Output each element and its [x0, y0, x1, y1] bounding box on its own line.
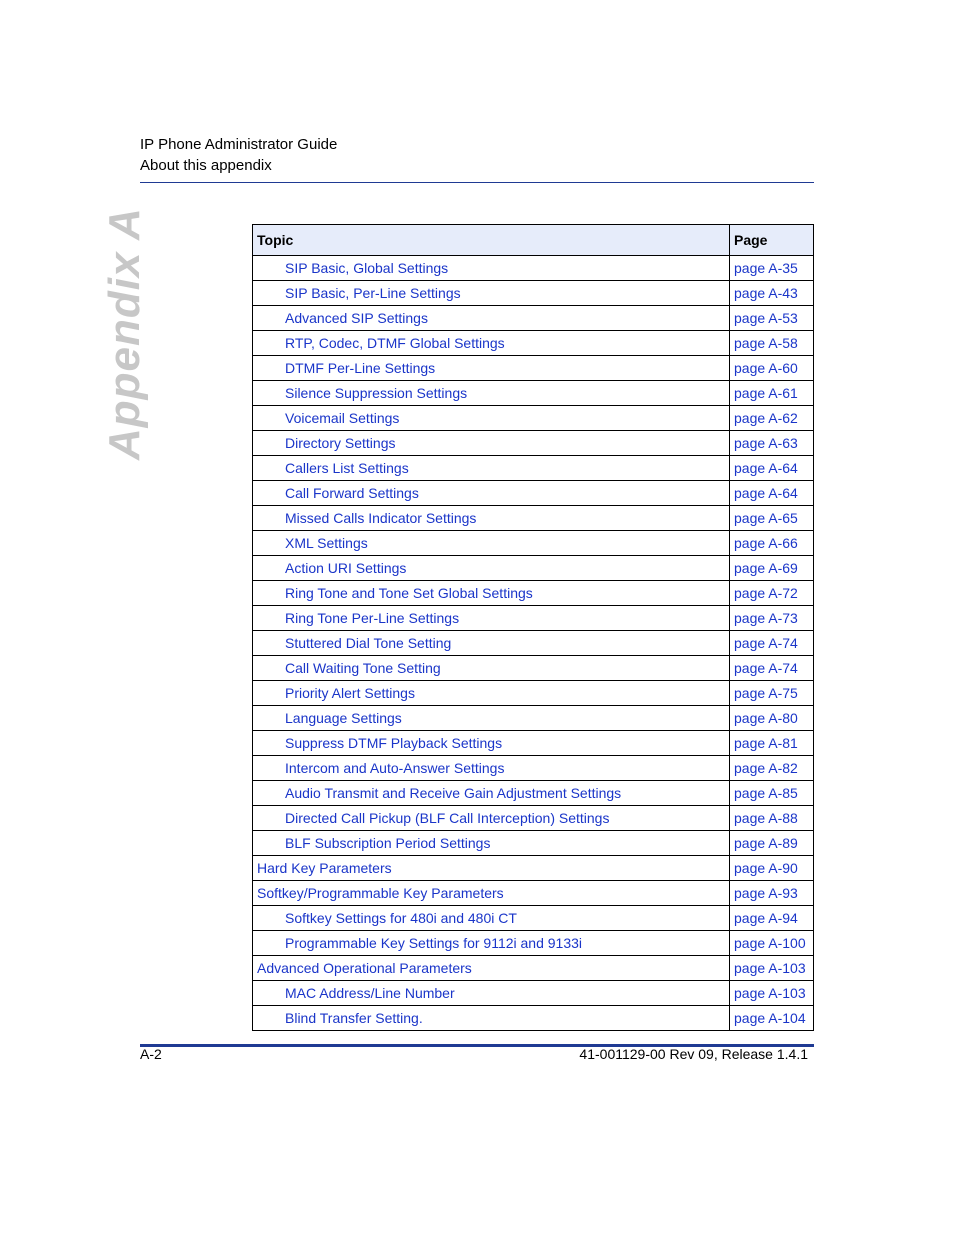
- page-cell: [730, 256, 814, 281]
- topic-link[interactable]: SIP Basic, Per-Line Settings: [285, 285, 461, 301]
- topic-link[interactable]: Programmable Key Settings for 9112i and 9133i: [285, 935, 583, 951]
- topic-cell: [253, 581, 730, 606]
- page-cell: [730, 831, 814, 856]
- page-link[interactable]: page A-53: [734, 310, 798, 326]
- table-header-row: [253, 225, 814, 256]
- topic-link[interactable]: MAC Address/Line Number: [285, 985, 455, 1001]
- page-cell: [730, 781, 814, 806]
- table-row: [253, 931, 814, 956]
- table-row: [253, 456, 814, 481]
- page-link[interactable]: page A-100: [734, 935, 806, 951]
- topic-cell: [253, 281, 730, 306]
- topic-cell: [253, 781, 730, 806]
- topics-table: [252, 224, 814, 1031]
- topic-link[interactable]: DTMF Per-Line Settings: [285, 360, 436, 376]
- table-row: [253, 506, 814, 531]
- page-cell: [730, 631, 814, 656]
- topic-link[interactable]: Audio Transmit and Receive Gain Adjustment Settings: [285, 785, 622, 801]
- page-cell: [730, 531, 814, 556]
- topic-link[interactable]: Ring Tone and Tone Set Global Settings: [285, 585, 533, 601]
- table-row: [253, 806, 814, 831]
- column-header-page: Page: [730, 225, 814, 256]
- topic-link[interactable]: Suppress DTMF Playback Settings: [285, 735, 503, 751]
- topic-cell: [253, 506, 730, 531]
- page-link[interactable]: page A-66: [734, 535, 798, 551]
- topic-link[interactable]: Call Forward Settings: [285, 485, 419, 501]
- topic-link[interactable]: Softkey Settings for 480i and 480i CT: [285, 910, 517, 926]
- topic-cell: [253, 806, 730, 831]
- page-link[interactable]: page A-65: [734, 510, 798, 526]
- topic-cell: [253, 981, 730, 1006]
- footer-doc-id: 41-001129-00 Rev 09, Release 1.4.1: [579, 1046, 808, 1062]
- topic-link[interactable]: Priority Alert Settings: [285, 685, 415, 701]
- page-link[interactable]: page A-75: [734, 685, 798, 701]
- topic-cell: [253, 456, 730, 481]
- topic-link[interactable]: Stuttered Dial Tone Setting: [285, 635, 452, 651]
- table-row: [253, 581, 814, 606]
- page-link[interactable]: page A-85: [734, 785, 798, 801]
- topic-cell: [253, 556, 730, 581]
- page-link[interactable]: page A-74: [734, 660, 798, 676]
- page-cell: [730, 306, 814, 331]
- table-row: [253, 306, 814, 331]
- topic-cell: [253, 906, 730, 931]
- page-link[interactable]: page A-61: [734, 385, 798, 401]
- topic-cell: [253, 356, 730, 381]
- topic-cell: [253, 1006, 730, 1031]
- section-title: About this appendix: [140, 157, 272, 174]
- page-cell: [730, 681, 814, 706]
- topic-link[interactable]: SIP Basic, Global Settings: [285, 260, 449, 276]
- page-link[interactable]: page A-74: [734, 635, 798, 651]
- appendix-side-title: Appendix A: [100, 207, 149, 460]
- header-rule: [140, 182, 814, 183]
- topic-cell: [253, 431, 730, 456]
- page-link[interactable]: page A-72: [734, 585, 798, 601]
- page-link[interactable]: page A-80: [734, 710, 798, 726]
- topic-cell: [253, 606, 730, 631]
- table-row: [253, 906, 814, 931]
- page-cell: [730, 881, 814, 906]
- page-cell: [730, 431, 814, 456]
- page-cell: [730, 906, 814, 931]
- table-row: [253, 656, 814, 681]
- page-link[interactable]: page A-82: [734, 760, 798, 776]
- page-cell: [730, 281, 814, 306]
- topic-link[interactable]: Callers List Settings: [285, 460, 409, 476]
- page-cell: [730, 556, 814, 581]
- topic-link[interactable]: BLF Subscription Period Settings: [285, 835, 491, 851]
- table-row: [253, 531, 814, 556]
- page-cell: [730, 331, 814, 356]
- page-cell: [730, 506, 814, 531]
- topic-link[interactable]: Hard Key Parameters: [257, 860, 392, 876]
- page-cell: [730, 856, 814, 881]
- topic-cell: [253, 681, 730, 706]
- table-row: [253, 381, 814, 406]
- topic-cell: [253, 306, 730, 331]
- topic-link[interactable]: Language Settings: [285, 710, 402, 726]
- topic-cell: [253, 956, 730, 981]
- topic-cell: [253, 831, 730, 856]
- page-link[interactable]: page A-62: [734, 410, 798, 426]
- page-link[interactable]: page A-64: [734, 485, 798, 501]
- page-cell: [730, 456, 814, 481]
- topic-link[interactable]: Softkey/Programmable Key Parameters: [257, 885, 504, 901]
- topic-link[interactable]: Advanced SIP Settings: [285, 310, 428, 326]
- page-link[interactable]: page A-90: [734, 860, 798, 876]
- page-cell: [730, 731, 814, 756]
- topic-link[interactable]: Intercom and Auto-Answer Settings: [285, 760, 505, 776]
- table-row: [253, 981, 814, 1006]
- page-cell: [730, 581, 814, 606]
- page-link[interactable]: page A-64: [734, 460, 798, 476]
- table-row: [253, 831, 814, 856]
- topic-link[interactable]: Ring Tone Per-Line Settings: [285, 610, 460, 626]
- table-row: [253, 281, 814, 306]
- page-link[interactable]: page A-81: [734, 735, 798, 751]
- page-cell: [730, 1006, 814, 1031]
- table-row: [253, 631, 814, 656]
- page-cell: [730, 931, 814, 956]
- page-cell: [730, 381, 814, 406]
- table-row: [253, 756, 814, 781]
- table-body: [253, 256, 814, 1031]
- topic-cell: [253, 881, 730, 906]
- table-row: [253, 1006, 814, 1031]
- topic-cell: [253, 656, 730, 681]
- topic-cell: [253, 756, 730, 781]
- page-header: [140, 134, 337, 176]
- page-link[interactable]: page A-94: [734, 910, 798, 926]
- topic-cell: [253, 631, 730, 656]
- table-row: [253, 356, 814, 381]
- topic-link[interactable]: Call Waiting Tone Setting: [285, 660, 441, 676]
- page-link[interactable]: page A-104: [734, 1010, 806, 1026]
- page-cell: [730, 606, 814, 631]
- page-cell: [730, 706, 814, 731]
- page-link[interactable]: page A-103: [734, 985, 806, 1001]
- page-cell: [730, 756, 814, 781]
- page-link[interactable]: page A-103: [734, 960, 806, 976]
- topic-link[interactable]: Voicemail Settings: [285, 410, 400, 426]
- page-cell: [730, 356, 814, 381]
- footer-page-number: A-2: [140, 1046, 162, 1062]
- topic-link[interactable]: Advanced Operational Parameters: [257, 960, 472, 976]
- topic-link[interactable]: Directed Call Pickup (BLF Call Interception) Settings: [285, 810, 610, 826]
- topic-cell: [253, 481, 730, 506]
- page-link[interactable]: page A-63: [734, 435, 798, 451]
- page-link[interactable]: page A-35: [734, 260, 798, 276]
- page-cell: [730, 956, 814, 981]
- table-row: [253, 606, 814, 631]
- page-link[interactable]: page A-58: [734, 335, 798, 351]
- page-link[interactable]: page A-43: [734, 285, 798, 301]
- guide-title: IP Phone Administrator Guide: [140, 136, 338, 153]
- page-link[interactable]: page A-60: [734, 360, 798, 376]
- topic-cell: [253, 931, 730, 956]
- topic-cell: [253, 856, 730, 881]
- topic-link[interactable]: Directory Settings: [285, 435, 396, 451]
- page-link[interactable]: page A-89: [734, 835, 798, 851]
- page-cell: [730, 481, 814, 506]
- column-header-topic: Topic: [253, 225, 730, 256]
- table-row: [253, 731, 814, 756]
- topic-cell: [253, 731, 730, 756]
- topic-link[interactable]: Action URI Settings: [285, 560, 407, 576]
- topic-link[interactable]: XML Settings: [285, 535, 368, 551]
- topic-cell: [253, 706, 730, 731]
- topic-cell: [253, 381, 730, 406]
- table-row: [253, 956, 814, 981]
- topic-cell: [253, 531, 730, 556]
- table-row: [253, 681, 814, 706]
- table-row: [253, 331, 814, 356]
- page-cell: [730, 806, 814, 831]
- page-link[interactable]: page A-88: [734, 810, 798, 826]
- topic-cell: [253, 331, 730, 356]
- table-row: [253, 431, 814, 456]
- page-link[interactable]: page A-69: [734, 560, 798, 576]
- table-row: [253, 406, 814, 431]
- topic-link[interactable]: Blind Transfer Setting.: [285, 1010, 423, 1026]
- page-cell: [730, 656, 814, 681]
- topic-link[interactable]: Missed Calls Indicator Settings: [285, 510, 477, 526]
- topic-link[interactable]: RTP, Codec, DTMF Global Settings: [285, 335, 505, 351]
- page-link[interactable]: page A-73: [734, 610, 798, 626]
- table-row: [253, 781, 814, 806]
- topic-link[interactable]: Silence Suppression Settings: [285, 385, 468, 401]
- table-row: [253, 481, 814, 506]
- page-link[interactable]: page A-93: [734, 885, 798, 901]
- table-row: [253, 706, 814, 731]
- table-row: [253, 856, 814, 881]
- table-row: [253, 256, 814, 281]
- page-cell: [730, 981, 814, 1006]
- topic-cell: [253, 406, 730, 431]
- table-row: [253, 556, 814, 581]
- table-row: [253, 881, 814, 906]
- topic-cell: [253, 256, 730, 281]
- page-cell: [730, 406, 814, 431]
